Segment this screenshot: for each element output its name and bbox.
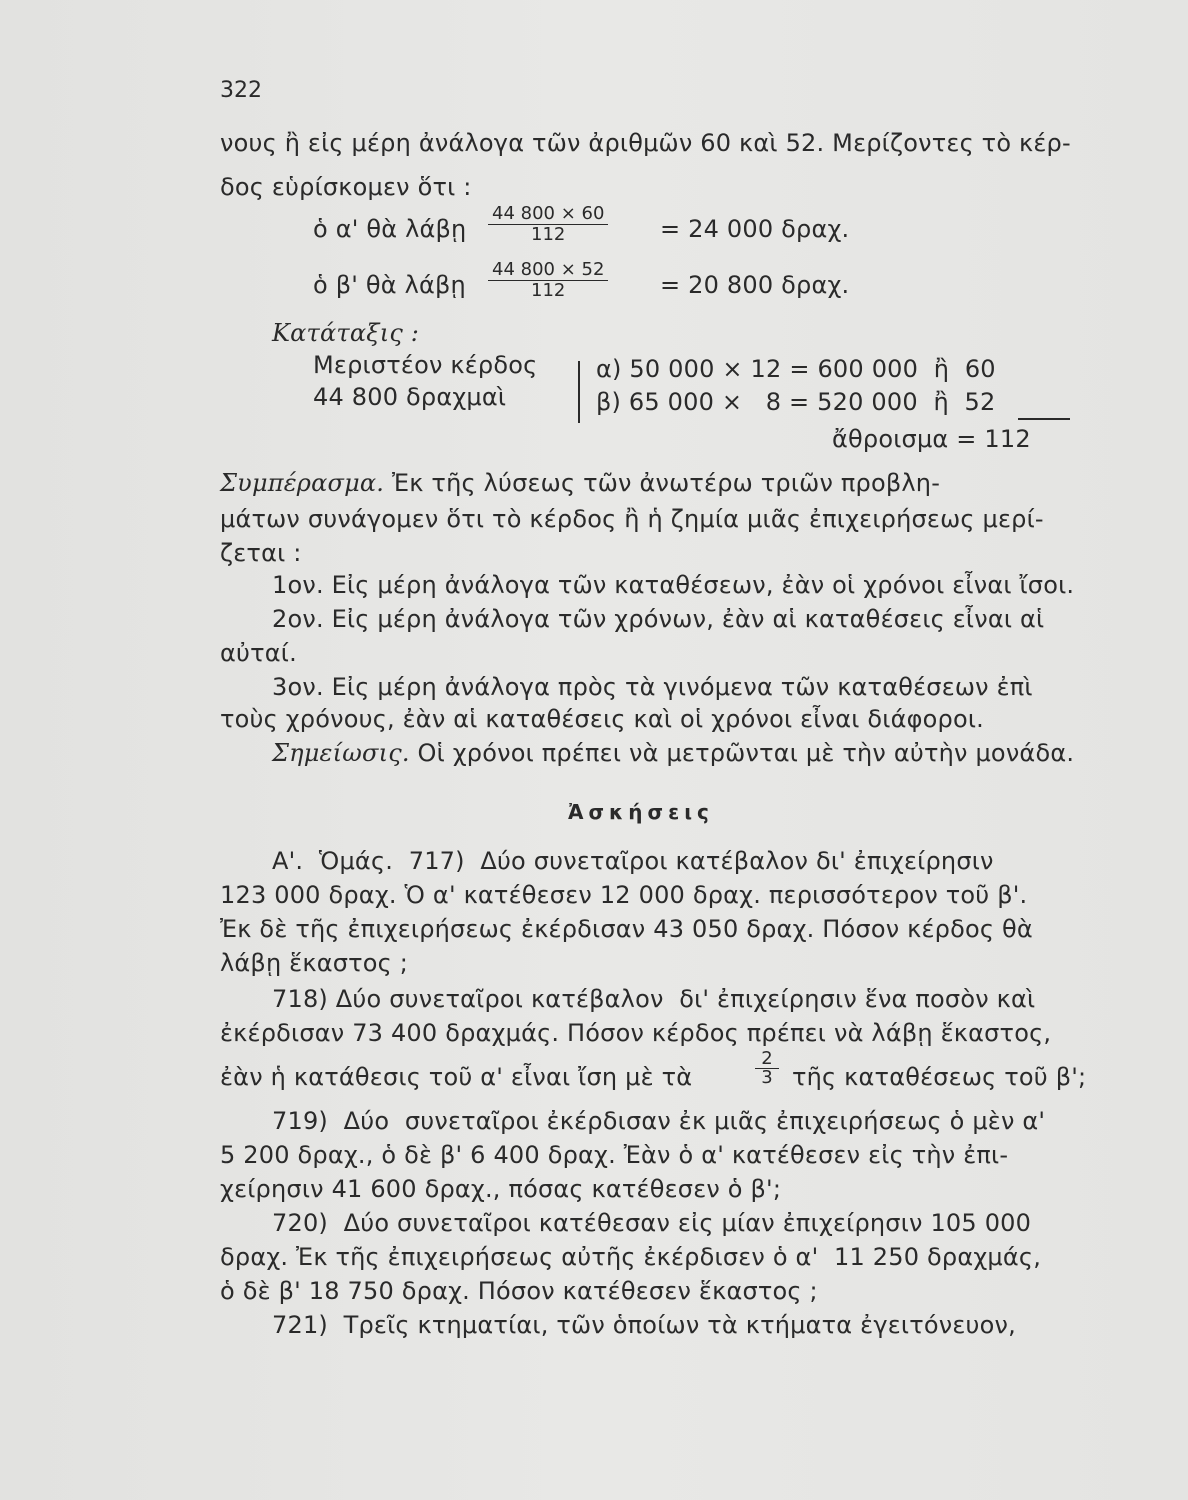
page-number: 322 (220, 78, 262, 103)
exercise-line: 123 000 δραχ. Ὁ α' κατέθεσεν 12 000 δραχ. περισσότερον τοῦ β'. (220, 881, 1028, 909)
exercise-line: ὁ δὲ β' 18 750 δραχ. Πόσον κατέθεσεν ἕκαστος ; (220, 1277, 818, 1305)
exercise-line: δραχ. Ἐκ τῆς ἐπιχειρήσεως αὐτῆς ἐκέρδισεν ὁ α' 11 250 δραχμάς, (220, 1243, 1042, 1271)
katataxis-title: Κατάταξις : (272, 319, 420, 347)
exercise-line: χείρησιν 41 600 δραχ., πόσας κατέθεσεν ὁ β'; (220, 1175, 782, 1203)
case-line: τοὺς χρόνους, ἐὰν αἱ καταθέσεις καὶ οἱ χρόνοι εἶναι διάφοροι. (220, 705, 984, 733)
inline-fraction (755, 1050, 779, 1087)
brace (578, 361, 590, 423)
intro-line: δος εὑρίσκομεν ὅτι : (220, 173, 472, 201)
conclusion-title: Συμπέρασμα. (220, 469, 385, 497)
exercise-line: Α'. Ὁμάς. 717) Δύο συνεταῖροι κατέβαλον δι' ἐπιχείρησιν (272, 847, 994, 875)
katataxis-left: 44 800 δραχμαὶ (313, 383, 507, 411)
katataxis-sum: ἄθροισμα = 112 (832, 425, 1031, 453)
exercise-line: 5 200 δραχ., ὁ δὲ β' 6 400 δραχ. Ἐὰν ὁ α' κατέθεσεν εἰς τὴν ἐπι- (220, 1141, 1009, 1169)
fraction-denominator: 3 (761, 1067, 773, 1088)
exercises-heading: Ἀσκήσεις (568, 800, 714, 824)
exercise-line: 718) Δύο συνεταῖροι κατέβαλον δι' ἐπιχείρησιν ἕνα ποσὸν καὶ (272, 985, 1036, 1013)
katataxis-left: Μεριστέον κέρδος (313, 351, 538, 379)
note-title: Σημείωσις. (272, 739, 410, 767)
conclusion-line (220, 468, 940, 498)
exercise-line: ἐκέρδισαν 73 400 δραχμάς. Πόσον κέρδος πρέπει νὰ λάβῃ ἕκαστος, (220, 1019, 1052, 1047)
katataxis-row: α) 50 000 × 12 = 600 000 ἢ 60 (596, 355, 996, 383)
case-line: 3ον. Εἰς μέρη ἀνάλογα πρὸς τὰ γινόμενα τῶν καταθέσεων ἐπὶ (272, 673, 1033, 701)
fraction-numerator: 44 800 × 52 (488, 260, 608, 281)
fraction-numerator: 44 800 × 60 (488, 204, 608, 225)
exercise-line: τῆς καταθέσεως τοῦ β'; (792, 1063, 1087, 1091)
conclusion-line: ζεται : (220, 539, 302, 567)
exercise-line: Ἐκ δὲ τῆς ἐπιχειρήσεως ἐκέρδισαν 43 050 δραχ. Πόσον κέρδος θὰ (220, 915, 1033, 943)
case-line: 2ον. Εἰς μέρη ἀνάλογα τῶν χρόνων, ἐὰν αἱ καταθέσεις εἶναι αἱ (272, 605, 1045, 633)
fraction-numerator: 2 (755, 1050, 779, 1069)
share-label: ὁ α' θὰ λάβῃ (313, 215, 467, 243)
exercise-line: ἐὰν ἡ κατάθεσις τοῦ α' εἶναι ἴση μὲ τὰ (220, 1063, 693, 1091)
exercise-line: λάβῃ ἕκαστος ; (220, 949, 409, 977)
exercise-line: 721) Τρεῖς κτηματίαι, τῶν ὁποίων τὰ κτήματα ἐγειτόνευον, (272, 1311, 1016, 1339)
exercise-line: 719) Δύο συνεταῖροι ἐκέρδισαν ἐκ μιᾶς ἐπιχειρήσεως ὁ μὲν α' (272, 1107, 1046, 1135)
share-result: = 24 000 δραχ. (660, 215, 850, 243)
katataxis-row: β) 65 000 × 8 = 520 000 ἢ 52 (596, 388, 996, 416)
share-fraction (488, 204, 608, 245)
conclusion-text: Ἐκ τῆς λύσεως τῶν ἀνωτέρω τριῶν προβλη- (384, 469, 941, 497)
exercise-line: 720) Δύο συνεταῖροι κατέθεσαν εἰς μίαν ἐπιχείρησιν 105 000 (272, 1209, 1032, 1237)
note-line (272, 738, 1074, 768)
sum-rule (1018, 418, 1070, 420)
share-label: ὁ β' θὰ λάβῃ (313, 271, 466, 299)
case-line: 1ον. Εἰς μέρη ἀνάλογα τῶν καταθέσεων, ἐὰν οἱ χρόνοι εἶναι ἴσοι. (272, 571, 1075, 599)
intro-line: νους ἢ εἰς μέρη ἀνάλογα τῶν ἀριθμῶν 60 καὶ 52. Μερίζοντες τὸ κέρ- (220, 129, 1071, 157)
conclusion-line: μάτων συνάγομεν ὅτι τὸ κέρδος ἢ ἡ ζημία μιᾶς ἐπιχειρήσεως μερί- (220, 505, 1044, 533)
share-fraction (488, 260, 608, 301)
note-text: Οἱ χρόνοι πρέπει νὰ μετρῶνται μὲ τὴν αὐτὴν μονάδα. (409, 739, 1075, 767)
share-result: = 20 800 δραχ. (660, 271, 850, 299)
case-line: αὐταί. (220, 639, 297, 667)
fraction-denominator: 112 (531, 224, 566, 245)
fraction-denominator: 112 (531, 280, 566, 301)
